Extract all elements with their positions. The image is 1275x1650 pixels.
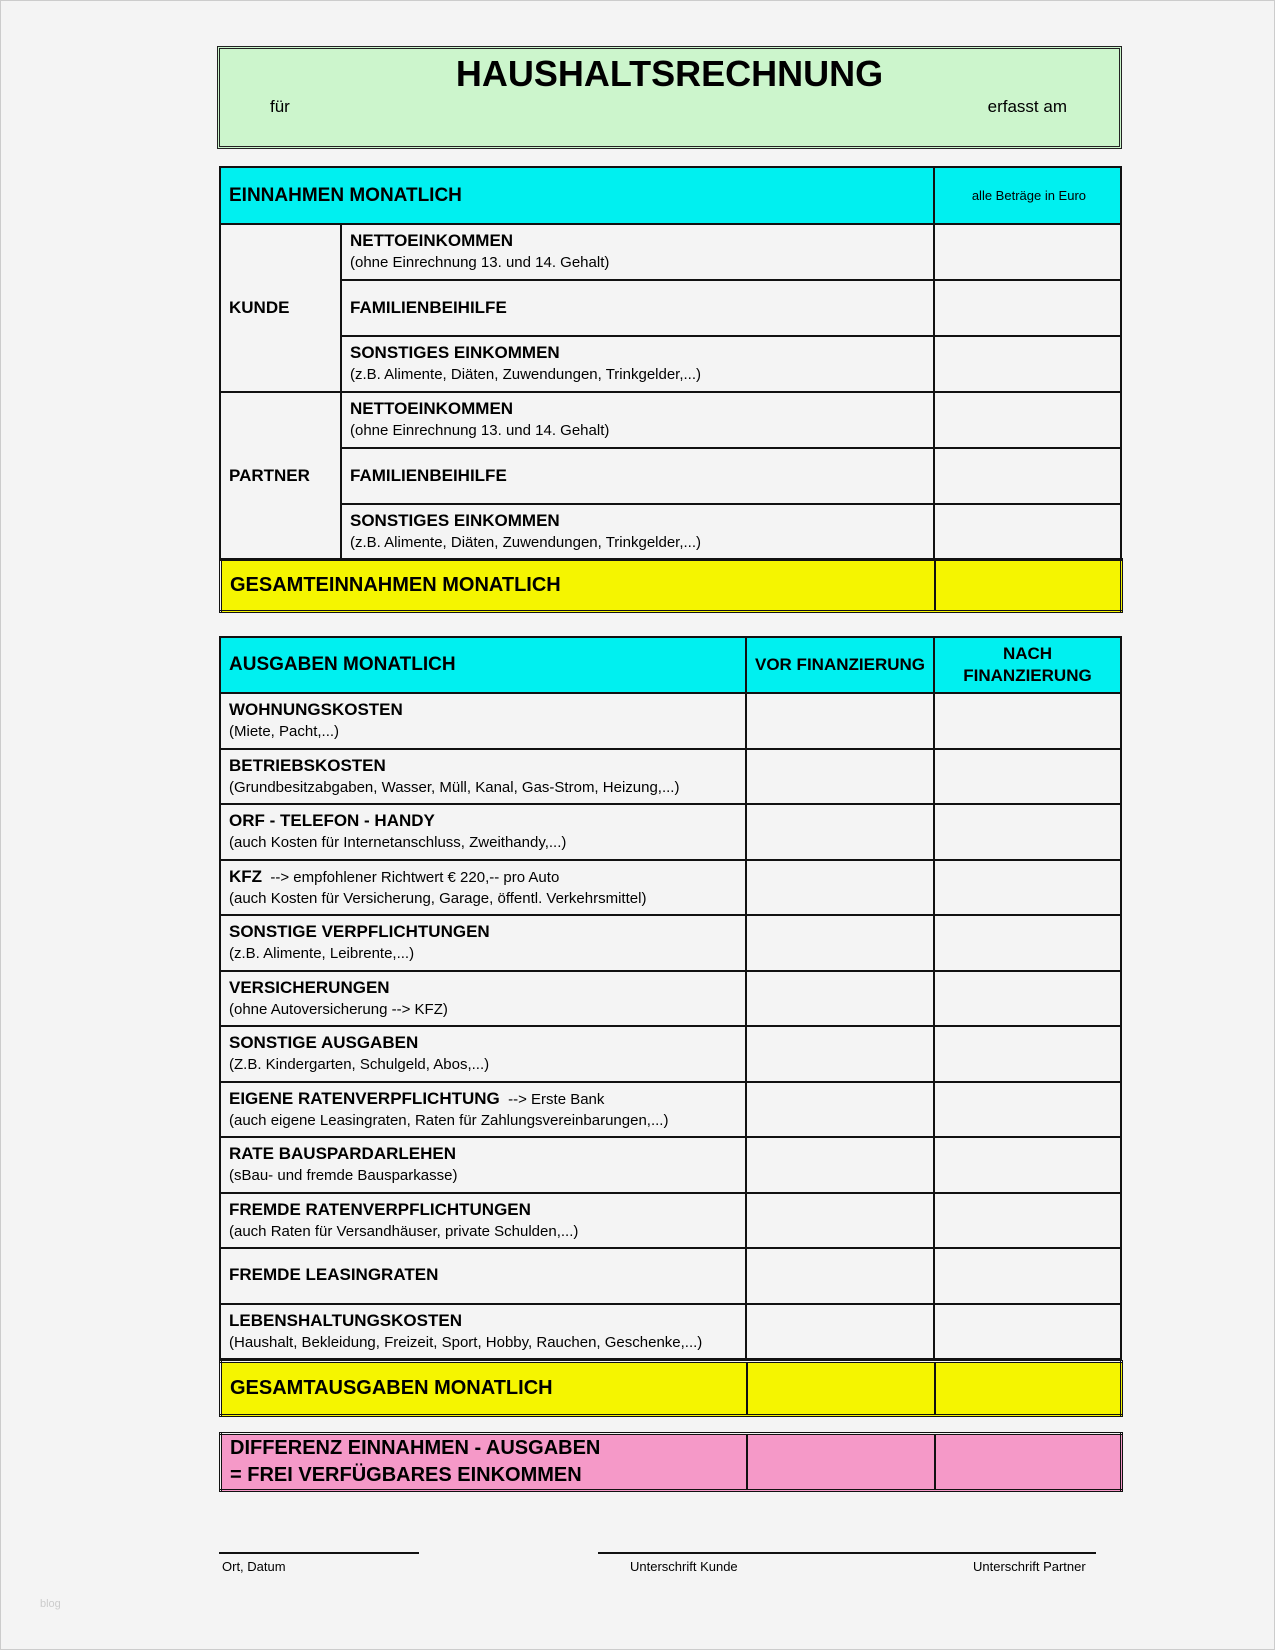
expense-after-field[interactable] [934,1082,1121,1138]
expense-extra: --> empfohlener Richtwert € 220,-- pro Auto [270,868,560,886]
expense-note: (Miete, Pacht,...) [229,723,340,741]
income-row-note: (ohne Einrechnung 13. und 14. Gehalt) [350,254,610,272]
income-total-label: GESAMTEINNAHMEN MONATLICH [221,560,935,612]
expense-row [220,1137,1121,1193]
expense-before-field[interactable] [746,804,934,860]
expense-row [220,1248,1121,1304]
expense-label-cell [220,915,746,971]
income-amount-field[interactable] [934,224,1121,280]
expense-row [220,1026,1121,1082]
expense-note: (Haushalt, Bekleidung, Freizeit, Sport, Hobby, Rauchen, Geschenke,...) [229,1333,703,1351]
expense-row [220,1082,1121,1138]
expense-label: WOHNUNGSKOSTEN [229,700,403,720]
expense-label: KFZ [229,866,263,886]
income-row-note: (z.B. Alimente, Diäten, Zuwendungen, Trinkgelder,...) [350,366,702,384]
expenses-total-after[interactable] [935,1362,1122,1416]
expense-row [220,915,1121,971]
income-row [220,336,1121,392]
income-total-value[interactable] [935,560,1122,612]
expense-label: FREMDE LEASINGRATEN [229,1265,439,1285]
expense-label: ORF - TELEFON - HANDY [229,811,435,831]
expense-row [220,693,1121,749]
expense-row [220,860,1121,916]
income-amount-field[interactable] [934,336,1121,392]
expense-note: (auch eigene Leasingraten, Raten für Zahlungsvereinbarungen,...) [229,1111,669,1129]
expenses-total-table [219,1360,1123,1417]
expense-note: (sBau- und fremde Bausparkasse) [229,1167,458,1185]
income-row-label: SONSTIGES EINKOMMEN [350,343,560,363]
expense-after-field[interactable] [934,1137,1121,1193]
income-row [220,224,1121,280]
expense-row [220,804,1121,860]
expense-label-cell [220,1137,746,1193]
income-amount-field[interactable] [934,280,1121,336]
income-row-label-cell [341,448,934,504]
expense-before-field[interactable] [746,1026,934,1082]
expense-after-field[interactable] [934,860,1121,916]
expense-before-field[interactable] [746,1137,934,1193]
income-row-label-cell [341,280,934,336]
currency-note: alle Beträge in Euro [934,167,1121,224]
col-before-financing: VOR FINANZIERUNG [746,637,934,693]
income-group-name: KUNDE [220,224,341,392]
expense-after-field[interactable] [934,1026,1121,1082]
expenses-table [219,636,1122,1360]
expense-before-field[interactable] [746,749,934,805]
expense-label-cell [220,971,746,1027]
expense-label: SONSTIGE AUSGABEN [229,1033,419,1053]
income-row-label: FAMILIENBEIHILFE [350,297,507,317]
expense-after-field[interactable] [934,1193,1121,1249]
expense-label-cell [220,1082,746,1138]
expense-row [220,749,1121,805]
expense-label-cell [220,804,746,860]
expense-label: EIGENE RATENVERPFLICHTUNG [229,1088,500,1108]
expense-after-field[interactable] [934,915,1121,971]
income-amount-field[interactable] [934,504,1121,560]
income-row-label-cell [341,504,934,560]
difference-after[interactable] [935,1434,1122,1491]
expense-extra: --> Erste Bank [508,1090,605,1108]
expense-label: BETRIEBSKOSTEN [229,755,386,775]
income-row [220,448,1121,504]
for-label: für [270,97,290,116]
page-title: HAUSHALTSRECHNUNG [455,53,884,94]
income-header [220,167,1121,224]
expenses-total-label: GESAMTAUSGABEN MONATLICH [221,1362,747,1416]
income-row-note: (ohne Einrechnung 13. und 14. Gehalt) [350,422,610,440]
expenses-title: AUSGABEN MONATLICH [220,637,746,693]
income-row [220,392,1121,448]
difference-table [219,1432,1123,1492]
expense-label: VERSICHERUNGEN [229,977,390,997]
expense-note: (auch Kosten für Versicherung, Garage, öffentl. Verkehrsmittel) [229,889,647,907]
expense-note: (auch Raten für Versandhäuser, private Schulden,...) [229,1222,579,1240]
expense-before-field[interactable] [746,1248,934,1304]
income-row-label: NETTOEINKOMMEN [350,231,514,251]
income-row-label-cell [341,224,934,280]
expense-label-cell [220,693,746,749]
expense-after-field[interactable] [934,1304,1121,1360]
expense-before-field[interactable] [746,971,934,1027]
income-row [220,504,1121,560]
recorded-label: erfasst am [987,97,1067,116]
income-row-label-cell [341,336,934,392]
difference-label [221,1434,747,1491]
expense-label: FREMDE RATENVERPFLICHTUNGEN [229,1199,531,1219]
income-total-table [219,558,1123,613]
income-table [219,166,1122,561]
income-row-label: FAMILIENBEIHILFE [350,465,507,485]
expense-before-field[interactable] [746,1082,934,1138]
income-group-name: PARTNER [220,392,341,560]
expense-before-field[interactable] [746,860,934,916]
expense-before-field[interactable] [746,915,934,971]
income-row-label: NETTOEINKOMMEN [350,399,514,419]
expense-after-field[interactable] [934,1248,1121,1304]
income-amount-field[interactable] [934,448,1121,504]
expense-before-field[interactable] [746,1304,934,1360]
signature-line [598,1552,1096,1554]
difference-line1: DIFFERENZ EINNAHMEN - AUSGABEN [230,1437,601,1459]
expense-label: SONSTIGE VERPFLICHTUNGEN [229,922,490,942]
income-amount-field[interactable] [934,392,1121,448]
income-title: EINNAHMEN MONATLICH [220,167,934,224]
expenses-header [220,637,1121,693]
expense-label-cell [220,860,746,916]
place-date-line [219,1552,419,1554]
difference-line2: = FREI VERFÜGBARES EINKOMMEN [230,1464,582,1486]
expense-label-cell [220,1248,746,1304]
income-row-label: SONSTIGES EINKOMMEN [350,511,560,531]
expense-note: (auch Kosten für Internetanschluss, Zweithandy,...) [229,834,567,852]
customer-signature-label: Unterschrift Kunde [630,1559,738,1574]
place-date-label: Ort, Datum [222,1559,286,1574]
expense-note: (Grundbesitzabgaben, Wasser, Müll, Kanal, Gas-Strom, Heizung,...) [229,778,680,796]
expense-row [220,1193,1121,1249]
income-row [220,280,1121,336]
expense-after-field[interactable] [934,804,1121,860]
title-box [217,46,1122,149]
income-row-note: (z.B. Alimente, Diäten, Zuwendungen, Trinkgelder,...) [350,534,702,552]
expense-note: (z.B. Alimente, Leibrente,...) [229,945,415,963]
expense-after-field[interactable] [934,749,1121,805]
expense-note: (ohne Autoversicherung --> KFZ) [229,1000,448,1018]
expense-note: (Z.B. Kindergarten, Schulgeld, Abos,...) [229,1056,490,1074]
expense-after-field[interactable] [934,693,1121,749]
expense-label-cell [220,1304,746,1360]
col-after-financing: NACH FINANZIERUNG [934,637,1121,693]
expense-before-field[interactable] [746,693,934,749]
expense-row [220,971,1121,1027]
expense-label: RATE BAUSPARDARLEHEN [229,1144,456,1164]
partner-signature-label: Unterschrift Partner [973,1559,1086,1574]
expense-after-field[interactable] [934,971,1121,1027]
expense-label-cell [220,1193,746,1249]
expense-row [220,1304,1121,1360]
income-row-label-cell [341,392,934,448]
expenses-total-before[interactable] [747,1362,935,1416]
expense-before-field[interactable] [746,1193,934,1249]
difference-before[interactable] [747,1434,935,1491]
expense-label-cell [220,1026,746,1082]
watermark: blog [40,1598,61,1610]
expense-label: LEBENSHALTUNGSKOSTEN [229,1310,462,1330]
expense-label-cell [220,749,746,805]
